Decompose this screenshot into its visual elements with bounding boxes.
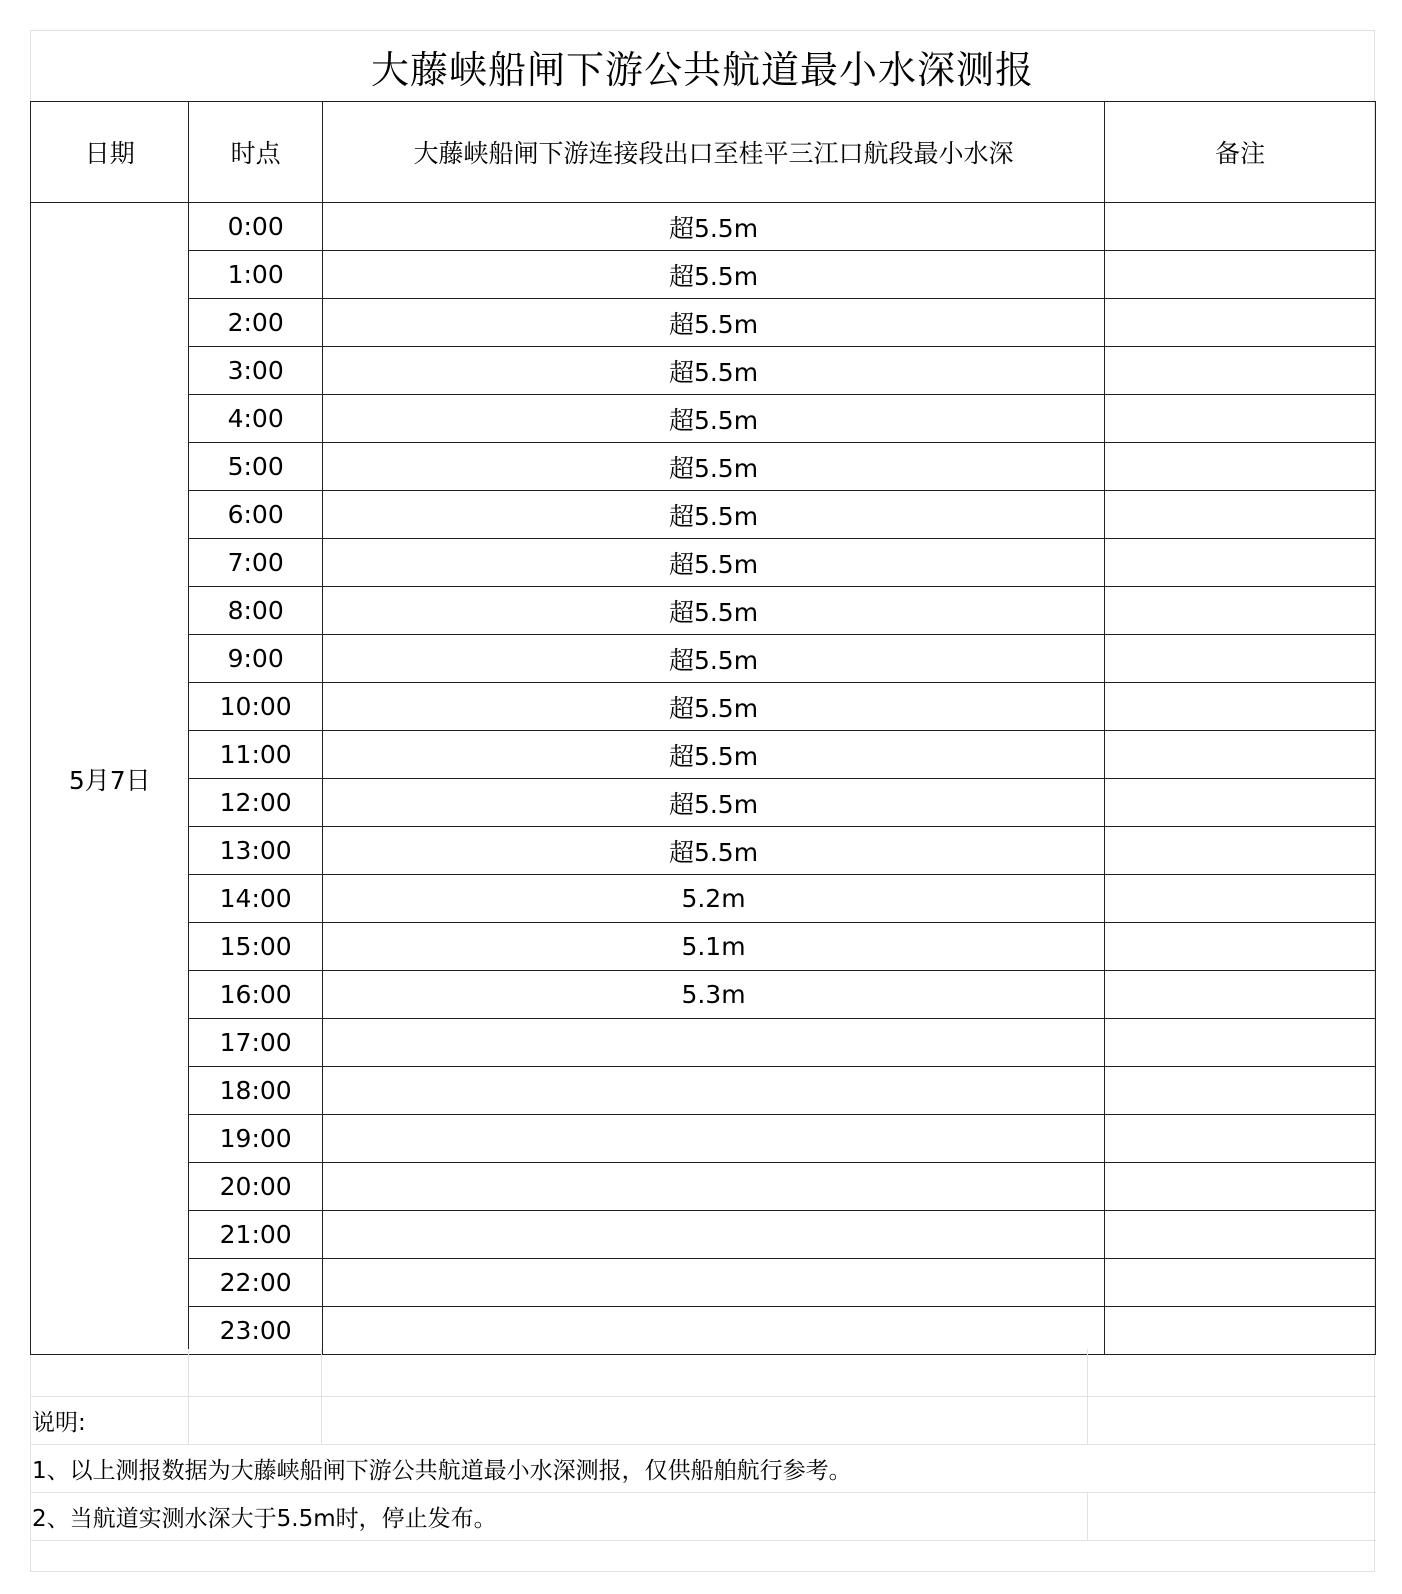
time-cell: 3:00 (189, 347, 322, 395)
table-row (31, 779, 1376, 827)
depth-cell (322, 1067, 1104, 1115)
header-depth: 大藤峡船闸下游连接段出口至桂平三江口航段最小水深 (322, 102, 1104, 203)
notes-section (30, 1349, 1376, 1541)
depth-cell: 5.3m (322, 971, 1104, 1019)
note-cell (1105, 491, 1376, 539)
table-row (31, 1067, 1376, 1115)
table-row (31, 1211, 1376, 1259)
date-cell: 5月7日 (31, 203, 189, 1355)
note-cell (1105, 1259, 1376, 1307)
table-row (31, 539, 1376, 587)
time-cell: 11:00 (189, 731, 322, 779)
note-cell (1105, 203, 1376, 251)
blank-row (30, 1349, 1376, 1397)
header-time: 时点 (189, 102, 322, 203)
time-cell: 6:00 (189, 491, 322, 539)
table-body (31, 203, 1376, 1355)
time-cell: 4:00 (189, 395, 322, 443)
time-cell: 10:00 (189, 683, 322, 731)
depth-report-table (30, 101, 1376, 1355)
note-cell (1105, 539, 1376, 587)
notes-label-row (30, 1397, 1376, 1445)
depth-cell: 超5.5m (322, 395, 1104, 443)
note-cell (1105, 731, 1376, 779)
note-cell (1105, 827, 1376, 875)
time-cell: 20:00 (189, 1163, 322, 1211)
note-cell (1105, 587, 1376, 635)
depth-cell: 超5.5m (322, 347, 1104, 395)
time-cell: 21:00 (189, 1211, 322, 1259)
time-cell: 0:00 (189, 203, 322, 251)
table-row (31, 1019, 1376, 1067)
depth-cell: 超5.5m (322, 443, 1104, 491)
table-row (31, 635, 1376, 683)
time-cell: 12:00 (189, 779, 322, 827)
note-cell (1105, 299, 1376, 347)
depth-cell: 超5.5m (322, 299, 1104, 347)
table-row (31, 491, 1376, 539)
time-cell: 13:00 (189, 827, 322, 875)
depth-cell: 超5.5m (322, 491, 1104, 539)
time-cell: 22:00 (189, 1259, 322, 1307)
depth-cell: 超5.5m (322, 827, 1104, 875)
note-cell (1105, 443, 1376, 491)
depth-cell: 5.1m (322, 923, 1104, 971)
table-row (31, 875, 1376, 923)
header-date: 日期 (31, 102, 189, 203)
depth-cell (322, 1307, 1104, 1355)
depth-cell: 超5.5m (322, 251, 1104, 299)
table-row (31, 443, 1376, 491)
note-cell (1105, 1067, 1376, 1115)
note-cell (1105, 1211, 1376, 1259)
table-row (31, 827, 1376, 875)
table-row (31, 923, 1376, 971)
time-cell: 17:00 (189, 1019, 322, 1067)
depth-cell (322, 1163, 1104, 1211)
report-title: 大藤峡船闸下游公共航道最小水深测报 (370, 47, 1034, 92)
time-cell: 7:00 (189, 539, 322, 587)
note-cell (1105, 1307, 1376, 1355)
note-line-2 (30, 1493, 1376, 1541)
note-line-1 (30, 1445, 1376, 1493)
time-cell: 23:00 (189, 1307, 322, 1355)
note-cell (1105, 395, 1376, 443)
table-row (31, 395, 1376, 443)
time-cell: 18:00 (189, 1067, 322, 1115)
depth-cell: 5.2m (322, 875, 1104, 923)
depth-cell: 超5.5m (322, 683, 1104, 731)
note-text-2: 2、当航道实测水深大于5.5m时，停止发布。 (32, 1506, 497, 1532)
note-cell (1105, 347, 1376, 395)
table-row (31, 299, 1376, 347)
note-cell (1105, 1019, 1376, 1067)
time-cell: 16:00 (189, 971, 322, 1019)
table-header-row (31, 102, 1376, 203)
time-cell: 1:00 (189, 251, 322, 299)
table-row (31, 1307, 1376, 1355)
depth-cell: 超5.5m (322, 587, 1104, 635)
note-text-1: 1、以上测报数据为大藤峡船闸下游公共航道最小水深测报，仅供船舶航行参考。 (32, 1458, 852, 1484)
table-row (31, 1115, 1376, 1163)
notes-label: 说明: (32, 1410, 86, 1436)
note-cell (1105, 683, 1376, 731)
time-cell: 14:00 (189, 875, 322, 923)
depth-cell: 超5.5m (322, 635, 1104, 683)
depth-cell (322, 1259, 1104, 1307)
table-row (31, 1163, 1376, 1211)
header-note: 备注 (1105, 102, 1376, 203)
note-cell (1105, 251, 1376, 299)
depth-cell: 超5.5m (322, 539, 1104, 587)
depth-cell (322, 1211, 1104, 1259)
table-row (31, 731, 1376, 779)
depth-cell: 超5.5m (322, 779, 1104, 827)
note-cell (1105, 1163, 1376, 1211)
time-cell: 2:00 (189, 299, 322, 347)
time-cell: 8:00 (189, 587, 322, 635)
time-cell: 19:00 (189, 1115, 322, 1163)
note-cell (1105, 635, 1376, 683)
table-row (31, 203, 1376, 251)
note-cell (1105, 923, 1376, 971)
note-cell (1105, 1115, 1376, 1163)
table-row (31, 971, 1376, 1019)
table-row (31, 587, 1376, 635)
table-row (31, 251, 1376, 299)
time-cell: 9:00 (189, 635, 322, 683)
time-cell: 5:00 (189, 443, 322, 491)
note-cell (1105, 971, 1376, 1019)
note-cell (1105, 779, 1376, 827)
table-row (31, 347, 1376, 395)
note-cell (1105, 875, 1376, 923)
depth-cell: 超5.5m (322, 731, 1104, 779)
table-row (31, 1259, 1376, 1307)
time-cell: 15:00 (189, 923, 322, 971)
depth-cell: 超5.5m (322, 203, 1104, 251)
table-row (31, 683, 1376, 731)
depth-cell (322, 1115, 1104, 1163)
depth-cell (322, 1019, 1104, 1067)
